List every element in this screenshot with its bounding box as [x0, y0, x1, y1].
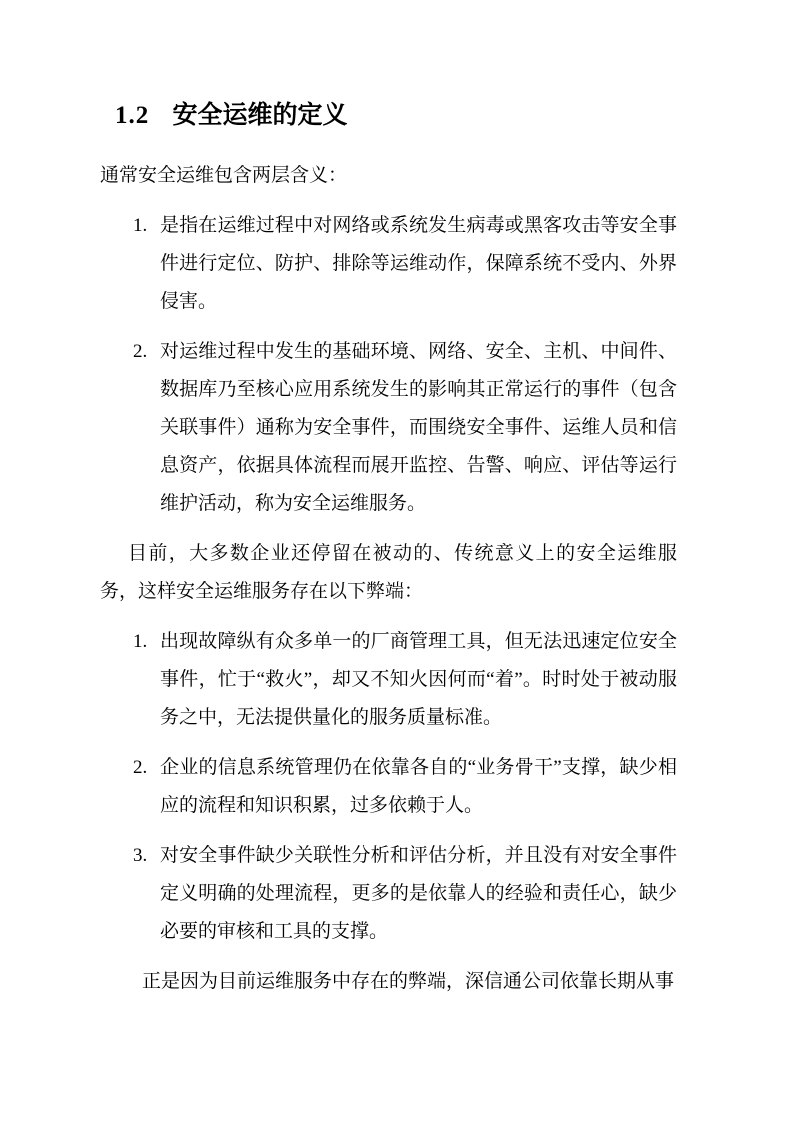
page-content [100, 99, 677, 1011]
list-item-number: 1. [133, 631, 148, 652]
list-item [100, 623, 677, 737]
section-title: 安全运维的定义 [172, 102, 348, 129]
list-item-number: 3. [133, 845, 148, 866]
paragraph-closing: 正是因为目前运维服务中存在的弊端，深信通公司依靠长期从事 [142, 971, 675, 992]
definition-list [100, 207, 677, 523]
section-heading [100, 99, 677, 133]
list-item [100, 207, 677, 321]
list-item-text: 企业的信息系统管理仍在依靠各自的“业务骨干”支撑，缺少相应的流程和知识积累，过多依赖于人。 [160, 757, 677, 816]
list-item-number: 2. [133, 757, 148, 778]
paragraph-intro: 通常安全运维包含两层含义： [100, 165, 348, 186]
list-item [100, 749, 677, 825]
list-item-number: 2. [133, 341, 148, 362]
list-item-number: 1. [133, 215, 148, 236]
list-item-text: 对安全事件缺少关联性分析和评估分析，并且没有对安全事件定义明确的处理流程，更多的是依靠人的经验和责任心，缺少必要的审核和工具的支撑。 [160, 845, 677, 942]
list-item [100, 333, 677, 523]
list-item-text: 是指在运维过程中对网络或系统发生病毒或黑客攻击等安全事件进行定位、防护、排除等运维动作，保障系统不受内、外界侵害。 [160, 215, 677, 312]
list-item-text: 出现故障纵有众多单一的厂商管理工具，但无法迅速定位安全事件，忙于“救火”，却又不知火因何而“着”。时时处于被动服务之中，无法提供量化的服务质量标准。 [160, 631, 677, 728]
paragraph-status: 目前，大多数企业还停留在被动的、传统意义上的安全运维服务，这样安全运维服务存在以下弊端： [100, 543, 677, 602]
drawback-list [100, 623, 677, 951]
list-item [100, 837, 677, 951]
list-item-text: 对运维过程中发生的基础环境、网络、安全、主机、中间件、数据库乃至核心应用系统发生的影响其正常运行的事件（包含关联事件）通称为安全事件，而围绕安全事件、运维人员和信息资产，依据具体流程而展开监控、告警、响应、评估等运行维护活动，称为安全运维服务。 [160, 341, 677, 514]
section-number: 1.2 [115, 102, 150, 129]
